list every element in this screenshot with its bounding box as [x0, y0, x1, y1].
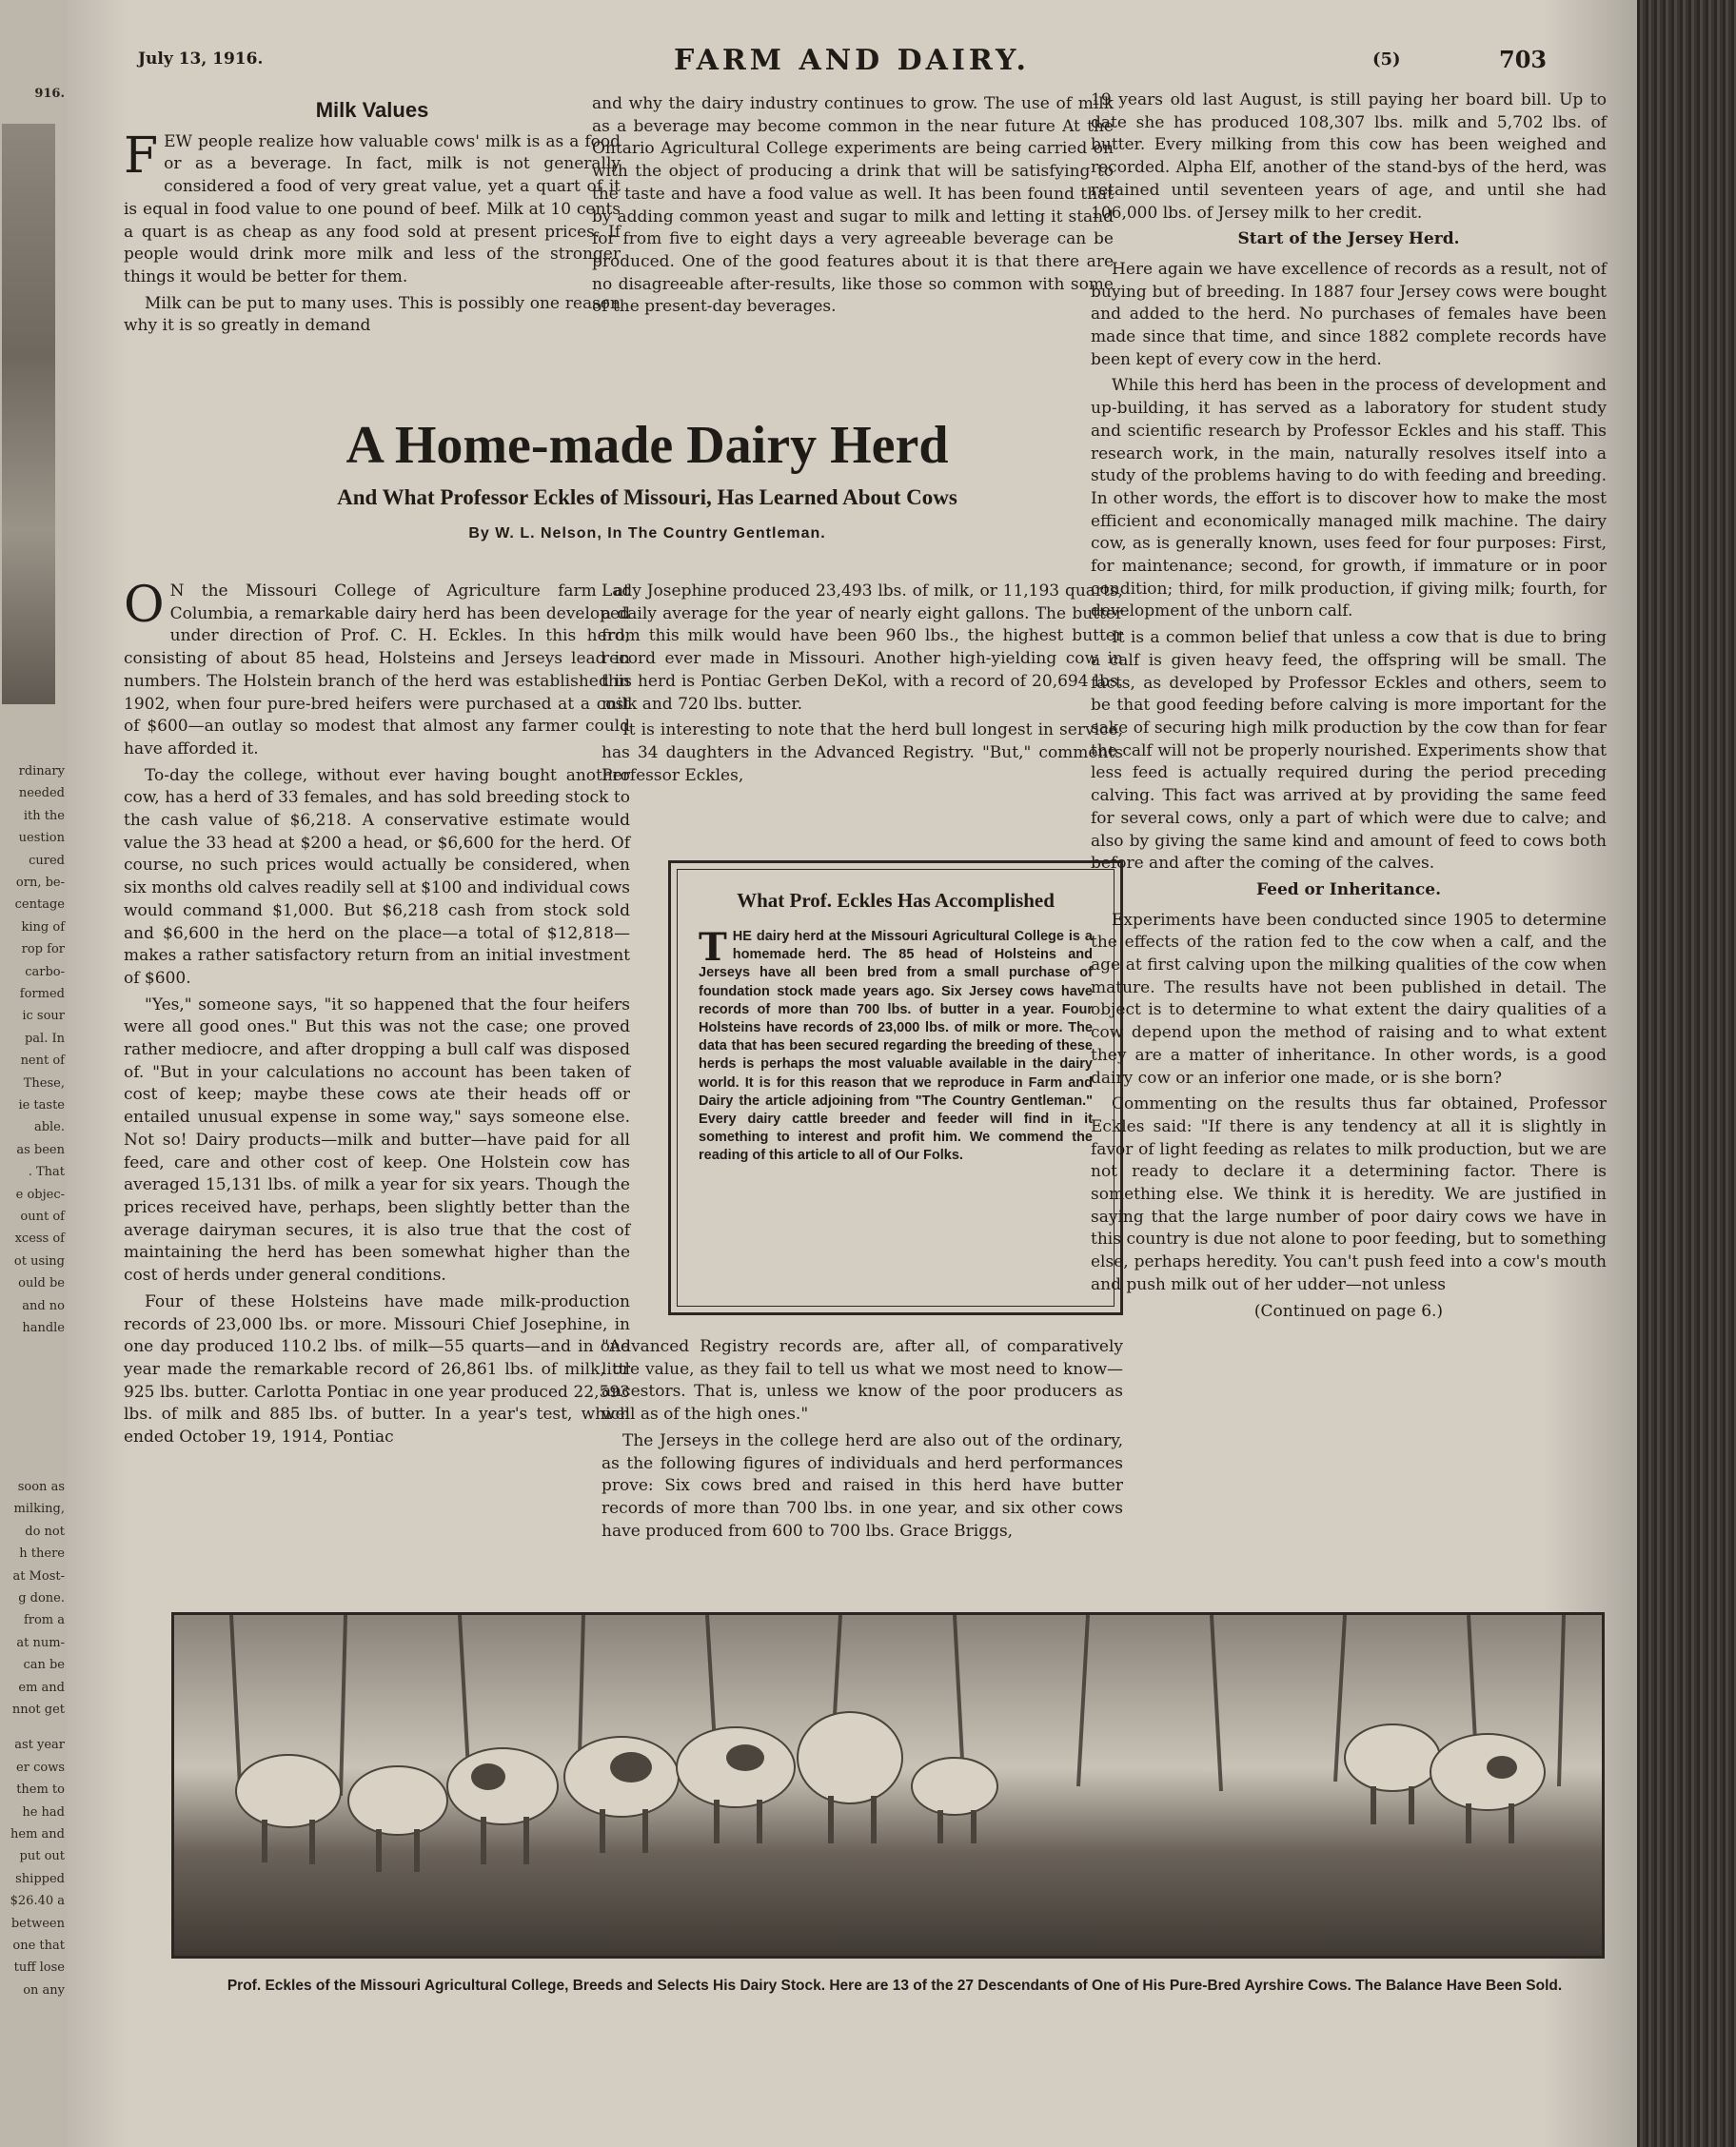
article-paragraph: While this herd has been in the process of development and up-building, it has served as a laboratory for student study and scientific research by Professor Eckles and his staff. This research work, in the main, naturally resolves itself into a study of the problems having to do with feeding and breeding. In other words, the effort is to discover how to make the most efficient and economically managed milk machine. The dairy cow, as is generally known, uses feed for four purposes: First, for maintenance; second, for growth, if immature or in poor condition; third, for milk production, if giving milk; fourth, for development of the unborn calf. [1091, 376, 1607, 621]
book-binding-edge [1637, 0, 1736, 2147]
cattle-photograph [171, 1612, 1605, 1959]
prev-page-text-fragment: uestion [18, 831, 65, 846]
prev-page-text-fragment: one that [12, 1939, 65, 1953]
prev-page-text-fragment: soon as [17, 1480, 65, 1494]
prev-page-text-fragment: xcess of [14, 1231, 65, 1247]
prev-page-text-fragment: at Most- [12, 1568, 65, 1584]
prev-page-text-fragment: at num- [16, 1635, 65, 1650]
article-paragraph: O N the Missouri College of Agriculture farm at Columbia, a remarkable dairy herd has been developed under direction of Prof. C. H. Eckles. In this herd, consisting of about 85 head, Holsteins and Jerseys lead in numbers. The Holstein branch of the herd was established in 1902, when four pure-bred heifers were purchased at a cost of $600—an outlay so modest that almost any farmer could have afforded it. [124, 577, 630, 758]
prev-page-text-fragment: ie taste [18, 1098, 65, 1113]
prev-page-text-fragment: orn, be- [15, 876, 65, 890]
article-headline: A Home-made Dairy Herd [345, 416, 949, 475]
prev-page-text-fragment: pal. In [24, 1031, 65, 1046]
prev-page-text-fragment: tuff lose [13, 1960, 65, 1976]
cattle-photo-illustration [174, 1615, 1602, 1956]
section-heading: Feed or Inheritance. [1255, 879, 1441, 899]
issue-date: July 13, 1916. [138, 49, 264, 69]
photo-caption: Prof. Eckles of the Missouri Agricultural College, Breeds and Selects His Dairy Stock. Here are 13 of the 27 Descendants of One of His Pure-Bred Ayrshire Cows. The Balance Have Been Sold. [227, 1978, 1563, 1994]
article-paragraph: It is interesting to note that the herd bull longest in service, has 34 daughters in the Advanced Registry. "But," comments Professor Eckles, [602, 720, 1123, 785]
prev-page-text-fragment: able. [33, 1120, 65, 1135]
prev-page-text-fragment: on any [23, 1982, 65, 1998]
milk-values-paragraph: and why the dairy industry continues to grow. The use of milk as a beverage may become common in the near future At the Ontario Agricultural College experiments are being carried on with the object of producing a drink that will be satisfying to the taste and have a food value as well. It has been found that by adding common yeast and sugar to milk and letting it stand for from five to eight days a very agreeable beverage can be produced. One of the good features about it is that there are no disagreeable after-results, like those so common with some of the present-day beverages. [592, 94, 1114, 317]
prev-page-text-fragment: as been [16, 1142, 65, 1157]
prev-page-text-fragment: em and [18, 1680, 65, 1695]
newspaper-page [67, 0, 1637, 2147]
section-heading: Start of the Jersey Herd. [1237, 229, 1460, 249]
article-col-2-bottom [602, 1336, 1123, 1546]
article-paragraph: To-day the college, without ever having bought another cow, has a herd of 33 females, and has sold breeding stock to the cash value of $6,218. A conservative estimate would value the 33 head at $200 a head, or $6,600 for the herd. Of course, no such prices would actually be considered, when six months old calves readily sell at $100 and individual cows would command $1,000. But $6,218 cash from stock sold and $6,600 in the herd on the place—a total of $12,818—makes a rather satisfactory return from an initial investment of $600. [124, 765, 630, 988]
milk-values-paragraph: FEW people realize how valuable cows' milk is as a food or as a beverage. In fact, milk is not generally considered a food of very great value, yet a quart of it is equal in food value to one pound of beef. Milk at 10 cents a quart is as cheap as any food sold at present prices. If people would drink more milk and less of the stronger things it would be better for them. [124, 127, 621, 286]
continued-note: (Continued on page 6.) [1253, 1301, 1444, 1321]
prev-page-text-fragment: from a [23, 1613, 65, 1628]
prev-page-text-fragment: do not [25, 1524, 65, 1539]
sidebar-box-title: What Prof. Eckles Has Accomplished [737, 889, 1055, 912]
sidebar-box [668, 860, 1123, 1315]
prev-page-text-fragment: $26.40 a [10, 1894, 65, 1909]
article-col-1 [124, 577, 630, 1453]
milk-values-col-1 [124, 99, 621, 342]
sidebar-box-text: THE dairy herd at the Missouri Agricultural College is a homemade herd. The 85 head of Holsteins and Jerseys have all been bred from a small purchase of foundation stock made years ago. Six Jersey cows have records of more than 700 lbs. of butter in a year. Four Holsteins have records of 23,000 lbs. of milk or more. The data that has been secured regarding the breeding of these herds is perhaps the most valuable available in the dairy world. It is for this reason that we reproduce in Farm and Dairy the article adjoining from "The Country Gentleman." Every dairy cattle breeder and feeder will find in it something to interest and profit him. We commend the reading of this article to all of Our Folks. [699, 925, 1093, 1164]
article-paragraph: The Jerseys in the college herd are also out of the ordinary, as the following figures of individuals and herd performances prove: Six cows bred and raised in this herd have butter records of more than 700 lbs. in one year, and six other cows have produced from 600 to 700 lbs. Grace Briggs, [602, 1430, 1123, 1541]
article-byline: By W. L. Nelson, In The Country Gentleman. [468, 525, 826, 542]
prev-page-photo-fragment [2, 124, 55, 704]
prev-page-text-fragment: e objec- [15, 1187, 65, 1202]
prev-page-text-fragment: ould be [18, 1276, 65, 1291]
article-paragraph: It is a common belief that unless a cow that is due to bring a calf is given heavy feed, the offspring will be small. The facts, as developed by Professor Eckles and others, seem to be that good feeding before calving is more important for the sake of securing high milk production by the cow than for fear the calf will not be properly nourished. Experiments show that less feed is actually required during the period preceding calving. This fact was arrived at by providing the same feed for several cows, only a part of which were due to calve; and also by giving the same kind and amount of feed to cows both before and after the coming of the calves. [1091, 628, 1607, 874]
prev-page-text-fragment: ast year [14, 1738, 65, 1753]
prev-page-text-fragment: can be [23, 1658, 65, 1673]
prev-page-text-fragment: them to [16, 1783, 65, 1798]
prev-page-text-fragment: er cows [16, 1760, 65, 1775]
prev-page-text-fragment: king of [21, 919, 65, 935]
prev-page-text-fragment: handle [22, 1321, 65, 1335]
previous-page-edge [0, 0, 67, 2147]
prev-page-header: 916. [34, 87, 65, 101]
prev-page-text-fragment: . That [28, 1165, 65, 1180]
running-head [67, 44, 1637, 78]
prev-page-text-fragment: ith the [23, 808, 65, 823]
milk-values-col-2 [592, 93, 1114, 323]
sidebar-dropcap: T [699, 925, 727, 970]
prev-page-text-fragment: centage [14, 897, 65, 913]
article-paragraph: "Advanced Registry records are, after all, of comparatively little value, as they fail to tell us what we most need to know—ancestors. That is, unless we know of the poor producers as well as of the high ones." [602, 1337, 1123, 1425]
article-paragraph: Lady Josephine produced 23,493 lbs. of milk, or 11,193 quarts, a daily average for the year of nearly eight gallons. The butter from this milk would have been 960 lbs., the highest butter record ever made in Missouri. Another high-yielding cow in this herd is Pontiac Gerben DeKol, with a record of 20,694 lbs. milk and 720 lbs. butter. [602, 581, 1123, 714]
prev-page-text-fragment: h there [19, 1546, 65, 1562]
article-paragraph: Experiments have been conducted since 1905 to determine the effects of the ration fed to the cow when a calf, and the age at first calving upon the milking qualities of the cow when mature. The results have not been published in detail. The object is to determine to what extent the dairy qualities of a cow depend upon the method of raising and to what extent they are a matter of inheritance. In other words, is a good dairy cow or an inferior one made, or is she born? [1091, 910, 1607, 1088]
section-page-number: (5) [1372, 49, 1401, 69]
prev-page-text-fragment: carbo- [25, 964, 65, 979]
prev-page-text-fragment: formed [19, 987, 65, 1001]
prev-page-text-fragment: needed [18, 786, 65, 801]
article-headline-block [171, 411, 1123, 542]
prev-page-text-fragment: and no [22, 1298, 65, 1313]
article-col-2-top [602, 581, 1123, 791]
prev-page-text-fragment: ic sour [22, 1009, 65, 1024]
prev-page-text-fragment: ot using [13, 1253, 65, 1269]
prev-page-text-fragment: milking, [13, 1502, 65, 1517]
prev-page-text-fragment: g done. [18, 1591, 65, 1605]
prev-page-text-fragment: rop for [21, 942, 65, 957]
prev-page-text-fragment: nnot get [11, 1703, 65, 1717]
prev-page-text-fragment: ount of [20, 1210, 65, 1224]
article-paragraph: "Yes," someone says, "it so happened that the four heifers were all good ones." But this was not the case; one proved rather mediocre, and after dropping a bull calf was disposed of. "But in your calculations no account has been taken of cost of keep; maybe these cows ate their heads off or entailed unusual expense in some way," says someone else. Not so! Dairy products—milk and butter—have paid for all feed, care and other cost of keep. One Holstein cow has averaged 15,131 lbs. of milk a year for six years. Though the prices received have, perhaps, been slightly better than the average dairyman secures, it is also true that the cost of maintaining the herd has been somewhat higher than the cost of herds under general conditions. [124, 995, 630, 1286]
article-col-3 [1091, 89, 1607, 1327]
prev-page-text-fragment: shipped [15, 1871, 65, 1886]
article-paragraph: Here again we have excellence of records as a result, not of buying but of breeding. In 1887 four Jersey cows were bought and added to the herd. No purchases of females have been made since that time, and since 1882 complete records have been kept of every cow in the herd. [1091, 259, 1607, 369]
masthead: FARM AND DAIRY. [674, 44, 1030, 77]
article-subhead: And What Professor Eckles of Missouri, Has Learned About Cows [337, 485, 957, 509]
article-paragraph: Four of these Holsteins have made milk-production records of 23,000 lbs. or more. Missouri Chief Josephine, in one day produced 110.2 lbs. of milk—55 quarts—and in one year made the remarkable record of 26,861 lbs. of milk, or 925 lbs. butter. Carlotta Pontiac in one year produced 22,593 lbs. of milk and 885 lbs. of butter. In a year's test, which ended October 19, 1914, Pontiac [124, 1291, 630, 1448]
prev-page-text-fragment: rdinary [18, 764, 65, 778]
prev-page-text-fragment: These, [23, 1075, 65, 1091]
prev-page-text-fragment: cured [29, 853, 65, 868]
article-dropcap: O [124, 577, 165, 634]
article-paragraph: 19 years old last August, is still paying her board bill. Up to date she has produced 108,307 lbs. milk and 5,702 lbs. of butter. Every milking from this cow has been weighed and recorded. Alpha Elf, another of the stand-bys of the herd, was retained until seventeen years of age, and until she had 106,000 lbs. of Jersey milk to her credit. [1091, 90, 1607, 223]
milk-values-paragraph: Milk can be put to many uses. This is possibly one reason why it is so greatly in demand [124, 293, 621, 336]
prev-page-text-fragment: nent of [20, 1054, 65, 1069]
prev-page-text-fragment: put out [19, 1849, 65, 1864]
prev-page-text-fragment: between [10, 1916, 65, 1931]
article-paragraph: Commenting on the results thus far obtained, Professor Eckles said: "If there is any tendency at all it is slightly in favor of light feeding as relates to milk production, but we are not ready to declare it a determining factor. There is something else. We think it is heredity. We are justified in saying that the large number of poor dairy cows we have in this country is due not alone to poor feeding, but to something else, perhaps heredity. You can't push feed into a cow's mouth and push milk out of her udder—not unless [1091, 1094, 1607, 1294]
page-number: 703 [1499, 46, 1548, 73]
milk-values-title: Milk Values [315, 98, 429, 122]
prev-page-text-fragment: hem and [10, 1827, 65, 1842]
prev-page-text-fragment: he had [22, 1804, 65, 1820]
milk-values-dropcap: F [124, 127, 159, 185]
